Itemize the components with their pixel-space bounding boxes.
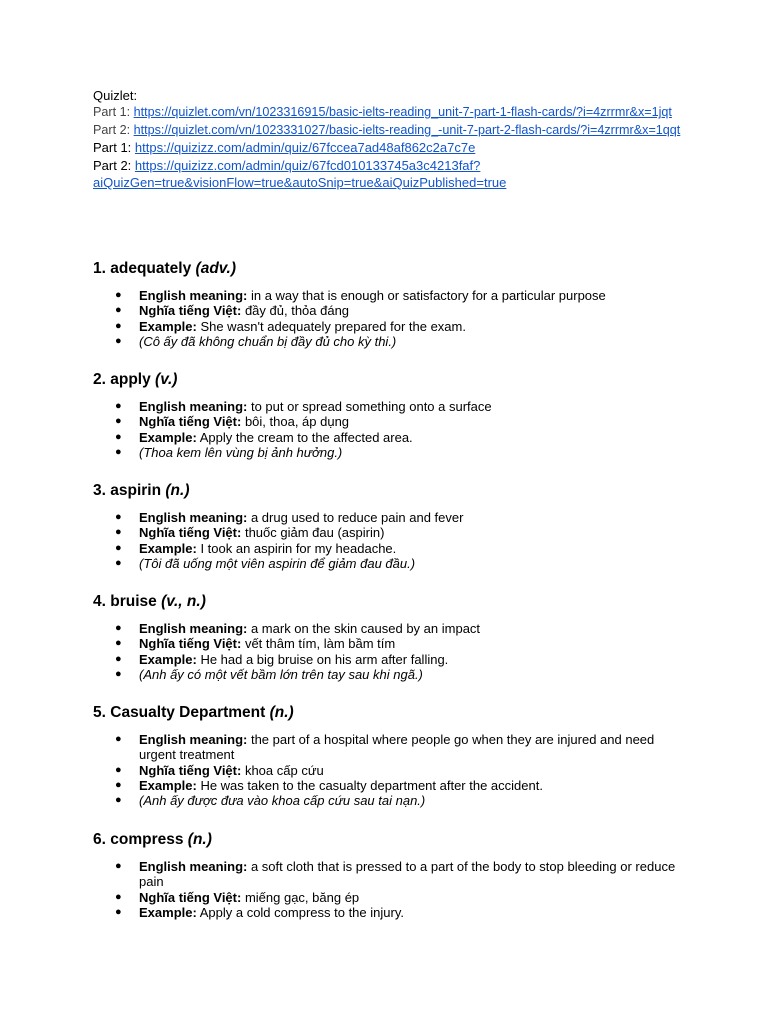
viet-meaning-item — [93, 763, 683, 778]
bullet-icon: ● — [115, 890, 122, 903]
example-text: He was taken to the casualty department after the accident. — [200, 777, 543, 793]
example-label: Example: — [139, 777, 197, 793]
viet-meaning-text: vết thâm tím, làm bầm tím — [244, 636, 396, 652]
entry-heading — [93, 702, 683, 724]
bullet-icon: ● — [115, 304, 122, 317]
quiz-links-block — [93, 87, 693, 191]
english-meaning-label: English meaning: — [139, 732, 248, 747]
quizizz-part2-row — [93, 157, 693, 192]
link-label: Part 1: — [93, 105, 134, 120]
bullet-icon: ● — [115, 652, 122, 665]
entry-number: 3. — [93, 482, 106, 499]
vocab-entry — [93, 702, 683, 808]
entry-details — [93, 510, 463, 571]
link-label: Part 1: — [93, 140, 135, 156]
example-item — [93, 541, 463, 556]
quizizz-part2-link[interactable]: https://quizizz.com/admin/quiz/67fcd010133745a3c4213faf?aiQuizGen=true&visionFlow=true&autoSnip=true&aiQuizPublished=true — [93, 157, 507, 191]
english-meaning-label: English meaning: — [139, 859, 248, 874]
viet-meaning-item — [93, 890, 683, 905]
bullet-icon: ● — [115, 905, 122, 918]
example-text: Apply the cream to the affected area. — [199, 429, 413, 445]
bullet-icon: ● — [115, 430, 122, 443]
translation-item — [93, 667, 480, 682]
english-meaning-item — [93, 288, 606, 303]
example-label: Example: — [139, 540, 197, 556]
vocab-entry — [93, 829, 683, 920]
bullet-icon: ● — [115, 415, 122, 428]
entry-details — [93, 399, 492, 460]
vocab-entry — [93, 369, 492, 460]
entry-word: aspirin — [110, 482, 162, 499]
bullet-icon: ● — [115, 445, 122, 458]
translation-item — [93, 793, 683, 808]
viet-meaning-item — [93, 414, 492, 429]
english-meaning-text: to put or spread something onto a surface — [250, 399, 492, 414]
entry-number: 1. — [93, 260, 106, 277]
example-text: Apply a cold compress to the injury. — [199, 904, 404, 920]
bullet-icon: ● — [115, 667, 122, 680]
vocab-entry — [93, 480, 463, 571]
entry-part-of-speech: (adv.) — [195, 260, 237, 277]
bullet-icon: ● — [115, 526, 122, 539]
quizlet-part2-link[interactable]: https://quizlet.com/vn/1023331027/basic-ielts-reading_-unit-7-part-2-flash-cards/?i=4zrrmr&x=1qqt — [133, 122, 681, 137]
entry-heading — [93, 480, 463, 502]
entry-word: compress — [110, 831, 184, 848]
viet-meaning-item — [93, 525, 463, 540]
bullet-icon: ● — [115, 400, 122, 412]
entry-heading — [93, 591, 480, 613]
entry-word: bruise — [110, 593, 157, 610]
link-label: Part 2: — [93, 157, 135, 173]
translation-item — [93, 556, 463, 571]
english-meaning-label: English meaning: — [139, 621, 248, 636]
viet-meaning-text: miếng gạc, băng ép — [244, 889, 360, 905]
entry-number: 4. — [93, 593, 106, 610]
bullet-icon: ● — [115, 860, 122, 872]
example-item — [93, 430, 492, 445]
quizlet-title: Quizlet: — [93, 88, 138, 103]
english-meaning-item — [93, 859, 683, 890]
vocab-entry — [93, 591, 480, 682]
viet-meaning-item — [93, 303, 606, 318]
viet-meaning-label: Nghĩa tiếng Việt: — [139, 636, 242, 652]
english-meaning-text: in a way that is enough or satisfactory for a particular purpose — [250, 288, 606, 303]
example-item — [93, 319, 606, 334]
example-item — [93, 905, 683, 920]
vocab-entry — [93, 258, 606, 349]
entry-part-of-speech: (n.) — [165, 482, 190, 499]
bullet-icon: ● — [115, 763, 122, 776]
example-label: Example: — [139, 429, 197, 445]
english-meaning-item — [93, 621, 480, 636]
english-meaning-label: English meaning: — [139, 399, 248, 414]
bullet-icon: ● — [115, 319, 122, 332]
bullet-icon: ● — [115, 334, 122, 347]
entry-word: Casualty Department — [110, 704, 266, 721]
entry-word: adequately — [110, 260, 192, 277]
entry-details — [93, 621, 480, 682]
english-meaning-text: the part of a hospital where people go when they are injured and need urgent treatment — [139, 732, 655, 763]
example-text: I took an aspirin for my headache. — [200, 540, 397, 556]
bullet-icon: ● — [115, 556, 122, 569]
entry-heading — [93, 369, 492, 391]
translation-item — [93, 334, 606, 349]
example-label: Example: — [139, 318, 197, 334]
english-meaning-label: English meaning: — [139, 288, 248, 303]
english-meaning-item — [93, 510, 463, 525]
translation-text: (Anh ấy có một vết bầm lớn trên tay sau khi ngã.) — [139, 666, 423, 682]
viet-meaning-label: Nghĩa tiếng Việt: — [139, 525, 242, 541]
quizlet-part1-row — [93, 104, 693, 121]
viet-meaning-label: Nghĩa tiếng Việt: — [139, 762, 242, 778]
entry-heading — [93, 829, 683, 851]
bullet-icon: ● — [115, 637, 122, 650]
entry-details — [93, 859, 683, 920]
quizlet-part1-link[interactable]: https://quizlet.com/vn/1023316915/basic-ielts-reading_unit-7-part-1-flash-cards/?i=4zrrmr&x=1jqt — [133, 105, 672, 120]
viet-meaning-label: Nghĩa tiếng Việt: — [139, 889, 242, 905]
viet-meaning-item — [93, 636, 480, 651]
bullet-icon: ● — [115, 794, 122, 807]
translation-text: (Thoa kem lên vùng bị ảnh hưởng.) — [139, 444, 343, 460]
link-label: Part 2: — [93, 122, 134, 137]
viet-meaning-text: khoa cấp cứu — [244, 762, 324, 778]
entry-part-of-speech: (n.) — [269, 704, 294, 721]
bullet-icon: ● — [115, 541, 122, 554]
translation-text: (Cô ấy đã không chuẩn bị đầy đủ cho kỳ thi.) — [139, 333, 397, 349]
bullet-icon: ● — [115, 733, 122, 745]
entry-heading — [93, 258, 606, 280]
quizlet-part2-row — [93, 122, 693, 139]
example-label: Example: — [139, 904, 197, 920]
viet-meaning-label: Nghĩa tiếng Việt: — [139, 414, 242, 430]
english-meaning-text: a soft cloth that is pressed to a part of the body to stop bleeding or reduce pain — [139, 859, 676, 890]
viet-meaning-label: Nghĩa tiếng Việt: — [139, 303, 242, 319]
viet-meaning-text: bôi, thoa, áp dụng — [244, 414, 350, 430]
entry-details — [93, 732, 683, 808]
translation-text: (Anh ấy được đưa vào khoa cấp cứu sau tai nạn.) — [139, 793, 426, 809]
english-meaning-label: English meaning: — [139, 510, 248, 525]
entry-word: apply — [110, 371, 151, 388]
translation-text: (Tôi đã uống một viên aspirin để giảm đau đầu.) — [139, 555, 416, 571]
quizizz-part1-row — [93, 139, 693, 156]
entry-part-of-speech: (n.) — [187, 831, 212, 848]
english-meaning-text: a mark on the skin caused by an impact — [250, 621, 481, 636]
example-item — [93, 652, 480, 667]
entry-number: 5. — [93, 704, 106, 721]
example-text: He had a big bruise on his arm after falling. — [200, 651, 449, 667]
english-meaning-item — [93, 399, 492, 414]
example-text: She wasn't adequately prepared for the exam. — [200, 318, 466, 334]
bullet-icon: ● — [115, 511, 122, 523]
entry-part-of-speech: (v., n.) — [161, 593, 206, 610]
bullet-icon: ● — [115, 778, 122, 791]
english-meaning-text: a drug used to reduce pain and fever — [250, 510, 464, 525]
bullet-icon: ● — [115, 622, 122, 634]
entry-number: 6. — [93, 831, 106, 848]
entry-number: 2. — [93, 371, 106, 388]
example-item — [93, 778, 683, 793]
entry-part-of-speech: (v.) — [155, 371, 178, 388]
viet-meaning-text: thuốc giảm đau (aspirin) — [244, 525, 385, 541]
english-meaning-item — [93, 732, 683, 763]
entry-details — [93, 288, 606, 349]
bullet-icon: ● — [115, 289, 122, 301]
quizizz-part1-link[interactable]: https://quizizz.com/admin/quiz/67fccea7ad48af862c2a7c7e — [134, 140, 476, 156]
viet-meaning-text: đầy đủ, thỏa đáng — [244, 303, 350, 319]
example-label: Example: — [139, 651, 197, 667]
translation-item — [93, 445, 492, 460]
